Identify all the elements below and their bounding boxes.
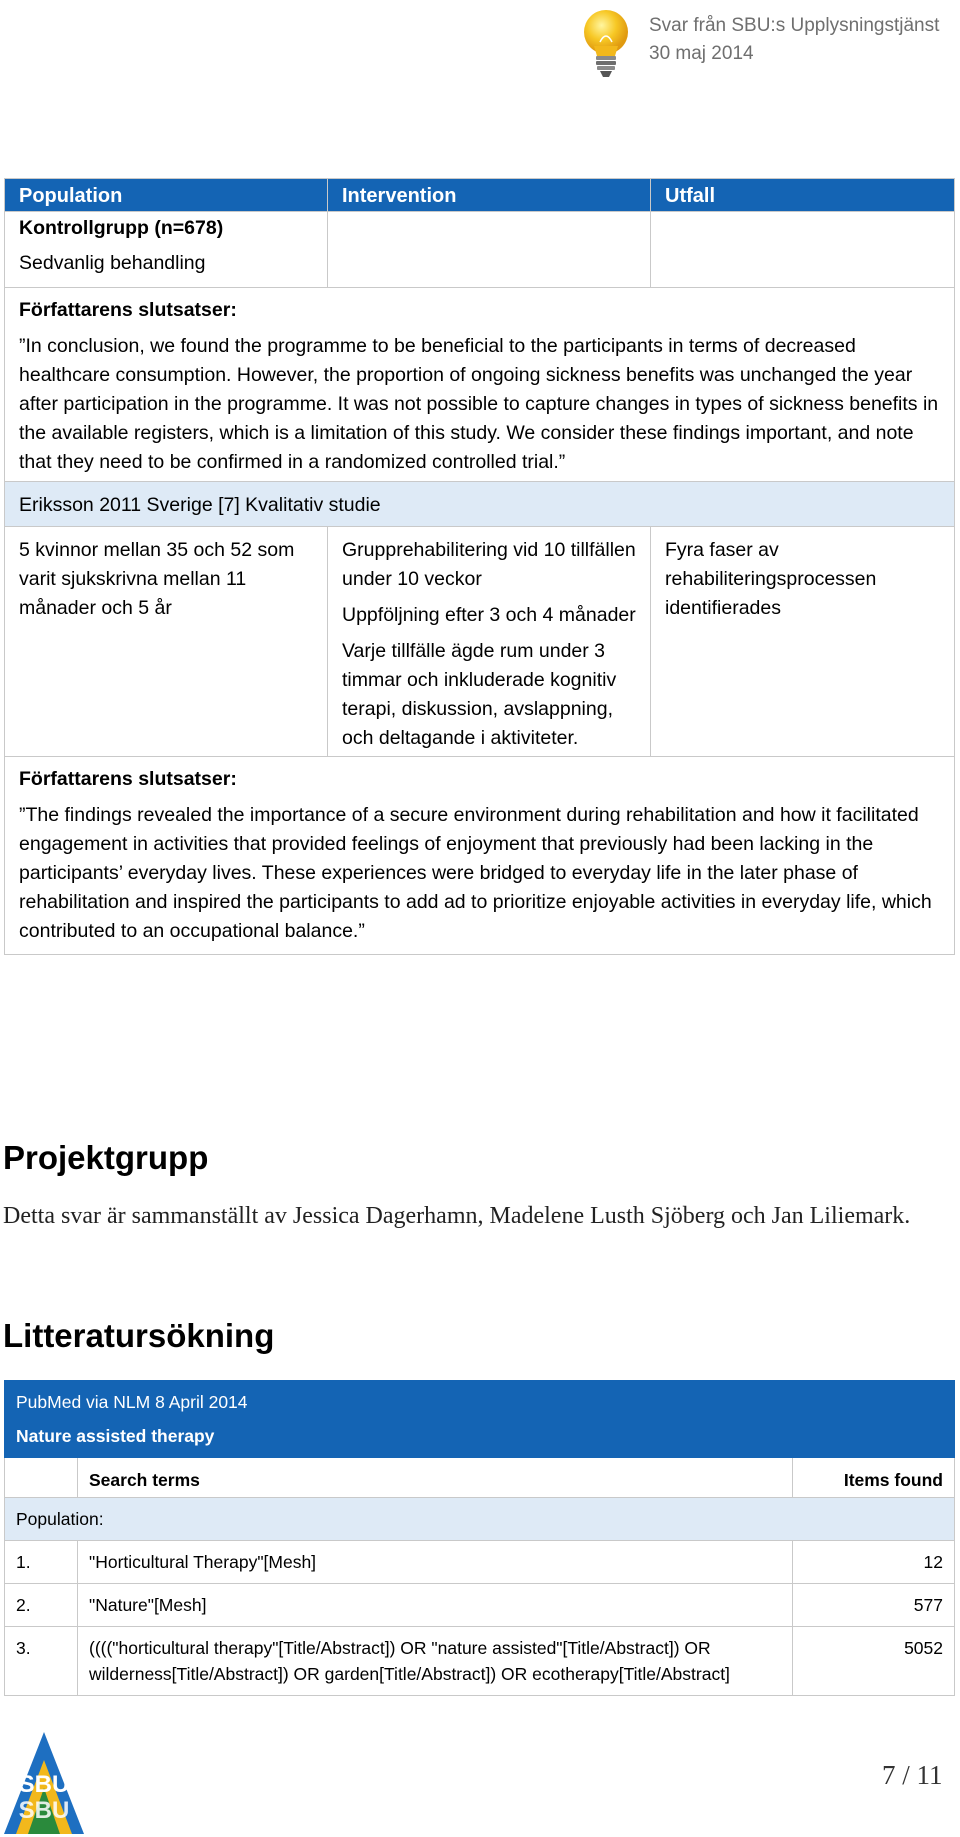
population-label: Population: [5, 1498, 955, 1541]
intervention-line: Grupprehabilitering vid 10 tillfällen under 10 veckor [342, 539, 636, 590]
table-row [5, 1627, 955, 1696]
search-header-row [5, 1458, 955, 1498]
table-header-row [5, 179, 955, 212]
items-found: 5052 [793, 1627, 955, 1696]
number-header-cell [5, 1458, 78, 1498]
sbu-logo [2, 1730, 86, 1836]
population-cell [5, 212, 328, 288]
conclusion-row [5, 757, 955, 955]
table-row [5, 1584, 955, 1627]
column-header-intervention: Intervention [328, 179, 651, 212]
row-number: 1. [5, 1541, 78, 1584]
svg-text:SBU: SBU [18, 1797, 70, 1824]
search-topic-row [5, 1419, 955, 1458]
intervention-cell [328, 212, 651, 288]
population-row [5, 1498, 955, 1541]
intervention-cell [328, 527, 651, 757]
header-title: Svar från SBU:s Upplysningstjänst [649, 15, 940, 36]
search-term: (((("horticultural therapy"[Title/Abstract]) OR "nature assisted"[Title/Abstract]) OR wilderness[Title/Abstract]) OR garden[Title/Abstract]) OR ecotherapy[Title/Abstract] [78, 1627, 793, 1696]
svg-text:SBU: SBU [18, 1771, 70, 1798]
intervention-line: Varje tillfälle ägde rum under 3 timmar och inkluderade kognitiv terapi, diskussion, avslappning, och deltagande i aktiviteter. [342, 640, 617, 749]
table-row [5, 212, 955, 288]
search-table [4, 1380, 955, 1696]
lightbulb-icon [578, 8, 634, 78]
search-terms-header: Search terms [78, 1458, 793, 1498]
intervention-line: Uppföljning efter 3 och 4 månader [342, 604, 636, 626]
table-row [5, 1541, 955, 1584]
conclusion-row [5, 288, 955, 482]
row-number: 2. [5, 1584, 78, 1627]
search-source-row [5, 1381, 955, 1420]
column-header-population: Population [5, 179, 328, 212]
header-date: 30 maj 2014 [649, 43, 754, 64]
control-group-treatment: Sedvanlig behandling [19, 252, 206, 274]
row-number: 3. [5, 1627, 78, 1696]
study-heading-row [5, 482, 955, 527]
search-term: "Horticultural Therapy"[Mesh] [78, 1541, 793, 1584]
outcome-cell [651, 212, 955, 288]
search-source: PubMed via NLM 8 April 2014 [5, 1381, 955, 1420]
conclusion-label: Författarens slutsatser: [19, 299, 237, 321]
search-topic: Nature assisted therapy [5, 1419, 955, 1458]
column-header-outcome: Utfall [651, 179, 955, 212]
items-found: 577 [793, 1584, 955, 1627]
population-cell: 5 kvinnor mellan 35 och 52 som varit sjukskrivna mellan 11 månader och 5 år [5, 527, 328, 757]
page-number: 7 / 11 [882, 1760, 943, 1790]
litteratur-heading: Litteratursökning [3, 1317, 275, 1354]
items-found: 12 [793, 1541, 955, 1584]
search-term: "Nature"[Mesh] [78, 1584, 793, 1627]
control-group-label: Kontrollgrupp (n=678) [19, 217, 224, 239]
conclusion-text: ”In conclusion, we found the programme to be beneficial to the participants in terms of decreased healthcare consumption. However, the proportion of ongoing sickness benefits was unchanged the year after participation in the programme. It was not possible to capture changes in types of sickness benefits in the available registers, which is a limitation of this study. We consider these findings important, and note that they need to be confirmed in a randomized controlled trial.” [19, 335, 939, 473]
page-header [578, 6, 958, 76]
conclusion-text: ”The findings revealed the importance of a secure environment during rehabilitation and how it facilitated engagement in activities that provided feelings of enjoyment that previously had been lacking in the participants’ everyday lives. These experiences were bridged to everyday life in the later phase of rehabilitation and inspired the participants to add ad to prioritize enjoyable activities in everyday life, which contributed to an occupational balance.” [19, 804, 932, 942]
study-heading: Eriksson 2011 Sverige [7] Kvalitativ studie [5, 482, 955, 527]
projektgrupp-heading: Projektgrupp [3, 1139, 209, 1176]
outcome-cell: Fyra faser av rehabiliteringsprocessen identifierades [651, 527, 955, 757]
items-found-header: Items found [793, 1458, 955, 1498]
conclusion-label: Författarens slutsatser: [19, 768, 237, 790]
projektgrupp-text: Detta svar är sammanställt av Jessica Dagerhamn, Madelene Lusth Sjöberg och Jan Liliemark. [3, 1203, 911, 1229]
study-table [4, 178, 955, 955]
table-row [5, 527, 955, 757]
